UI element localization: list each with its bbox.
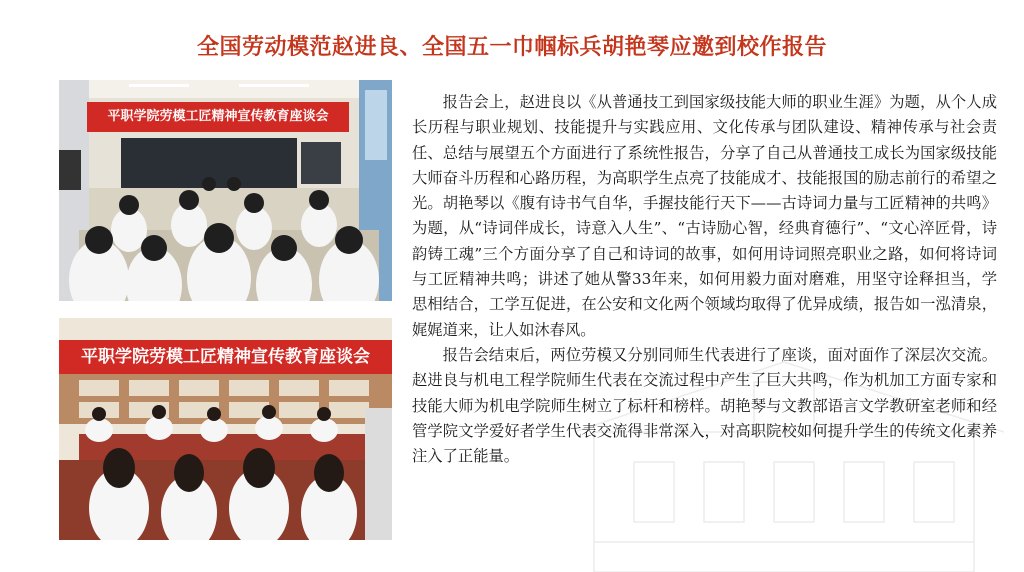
- page-title: 全国劳动模范赵进良、全国五一巾帼标兵胡艳琴应邀到校作报告: [196, 35, 827, 60]
- meeting-banner-2: 平职学院劳模工匠精神宣传教育座谈会: [59, 340, 392, 374]
- meeting-banner-1: 平职学院劳模工匠精神宣传教育座谈会: [87, 102, 349, 132]
- meeting-photo-2: [59, 318, 392, 540]
- paragraph-1: 报告会上，赵进良以《从普通技工到国家级技能大师的职业生涯》为题，从个人成长历程与职业规划、技能提升与实践应用、文化传承与团队建设、精神传承与社会责任、总结与展望五个方面进行了系统性报告，分享了自己从普通技工成长为国家级技能大师奋斗历程和心路历程，为高职学生点亮了技能成才、技能报国的励志前行的希望之光。胡艳琴以《腹有诗书气自华，手握技能行天下——古诗词力量与工匠精神的共鸣》为题，从“诗词伴成长，诗意入人生”、“古诗励心智，经典育德行”、“文心淬匠骨，诗韵铸工魂”三个方面分享了自己和诗词的故事，如何用诗词照亮职业之路，如何将诗词与工匠精神共鸣；讲述了她从警33年来，如何用毅力面对磨难，用坚守诠释担当，学思相结合，工学互促进，在公安和文化两个领域均取得了优异成绩，报告如一泓清泉，娓娓道来，让人如沐春风。: [412, 93, 997, 339]
- paragraph-2: 报告会结束后，两位劳模又分别同师生代表进行了座谈，面对面作了深层次交流。赵进良与机电工程学院师生代表在交流过程中产生了巨大共鸣，作为机加工方面专家和技能大师为机电学院师生树立了标杆和榜样。胡艳琴与文教部语言文学教研室老师和经管学院文学爱好者学生代表交流得非常深入，对高职院校如何提升学生的传统文化素养注入了正能量。: [412, 345, 997, 466]
- meeting-photo-1: [59, 80, 392, 301]
- article-body: [412, 90, 997, 469]
